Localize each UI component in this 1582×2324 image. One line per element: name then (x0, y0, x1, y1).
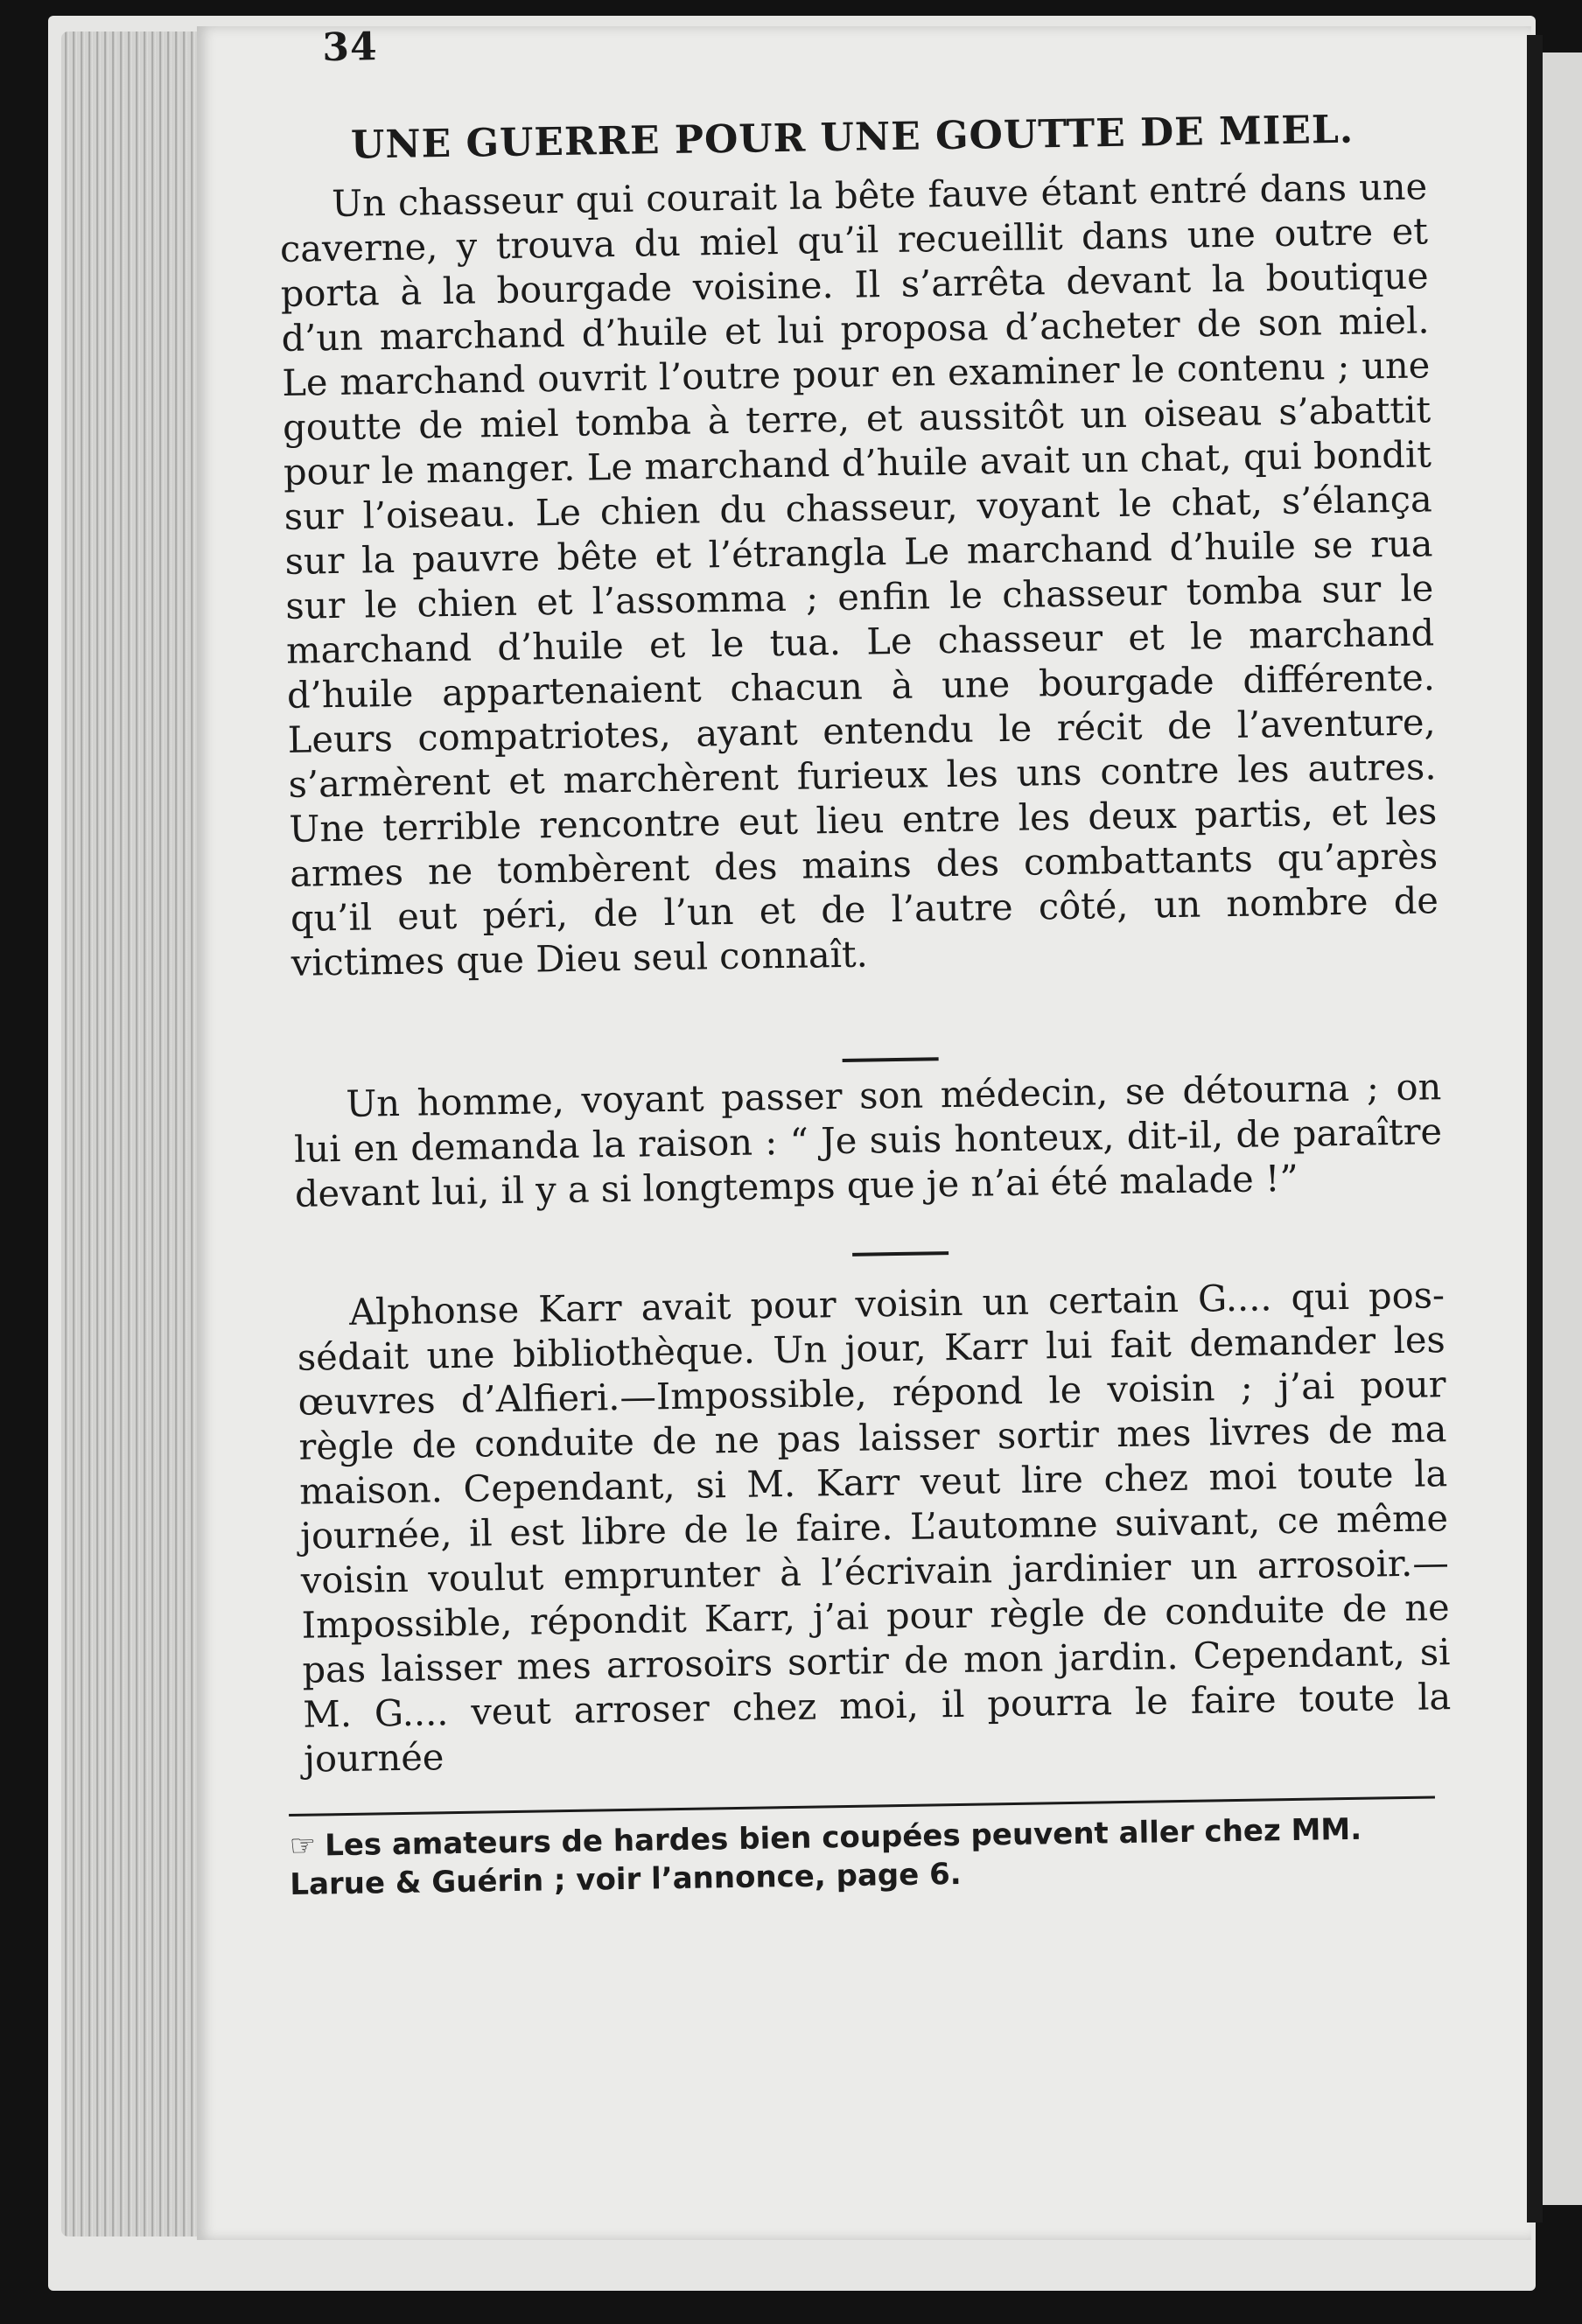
page-edges (61, 32, 219, 2236)
anecdote-paragraph: Un homme, voyant passer son médecin, se détourna ; on lui en demanda la raison : “ Je suis honteux, dit-il, de paraître devant lui, il y a si longtemps que je n’ai été malade !” (293, 1065, 1443, 1215)
advert-text: Les amateurs de hardes bien coupées peuvent aller chez MM. Larue & Guérin ; voir l’annonce, page 6. (290, 1811, 1362, 1903)
page-number: 34 (321, 24, 379, 71)
section-divider (843, 1057, 939, 1062)
pointing-hand-icon: ☞ (289, 1828, 317, 1865)
section-divider (852, 1251, 948, 1256)
anecdote-paragraph: Alphonse Karr avait pour voisin un certain G.... qui possédait une bibliothèque. Un jour, Karr lui fait demander les œuvres d’Alfieri.—Impossible, répond le voisin ; j’ai pour règle de conduite de ne pas laisser sortir mes livres de ma maison. Cependant, si M. Karr veut lire chez moi toute la journée, il est libre de le faire. L’automne suivant, ce même voisin voulut emprunter à l’écrivain jardinier un arrosoir.—Impossible, répondit Karr, j’ai pour règle de conduite de ne pas laisser mes arrosoirs sortir de mon jardin. Cependant, si M. G.... veut arroser chez moi, il pourra le faire toute la journée (297, 1273, 1452, 1781)
page-text-area (276, 8, 1454, 1950)
gutter-shadow (1527, 35, 1543, 2222)
facing-page-edge (1543, 52, 1582, 2205)
advert-footnote (289, 1809, 1436, 1904)
story-paragraph: Un chasseur qui courait la bête fauve étant entré dans une caverne, y trouva du miel qu’il recueillit dans une outre et porta à la bourgade voisine. Il s’arrêta devant la boutique d’un marchand d’huile et lui proposa d’acheter de son miel. Le marchand ouvrit l’outre pour en examiner le contenu ; une goutte de miel tomba à terre, et aussitôt un oiseau s’abattit pour le manger. Le marchand d’huile avait un chat, qui bondit sur l’oiseau. Le chien du chasseur, voyant le chat, s’élança sur la pauvre bête et l’étrangla Le marchand d’huile se rua sur le chien et l’assomma ; enfin le chasseur tomba sur le marchand d’huile et le tua. Le chasseur et le marchand d’huile appartenaient chacun à une bourgade différente. Leurs compatriotes, ayant entendu le récit de l’aventure, s’armèrent et marchèrent furieux les uns contre les autres. Une terrible rencontre eut lieu entre les deux partis, et les armes ne tombèrent des mains des combattants qu’après qu’il eut péri, de l’un et de l’autre côté, un nombre de victimes que Dieu seul connaît. (279, 164, 1439, 984)
story-title: UNE GUERRE POUR UNE GOUTTE DE MIEL. (350, 107, 1354, 168)
